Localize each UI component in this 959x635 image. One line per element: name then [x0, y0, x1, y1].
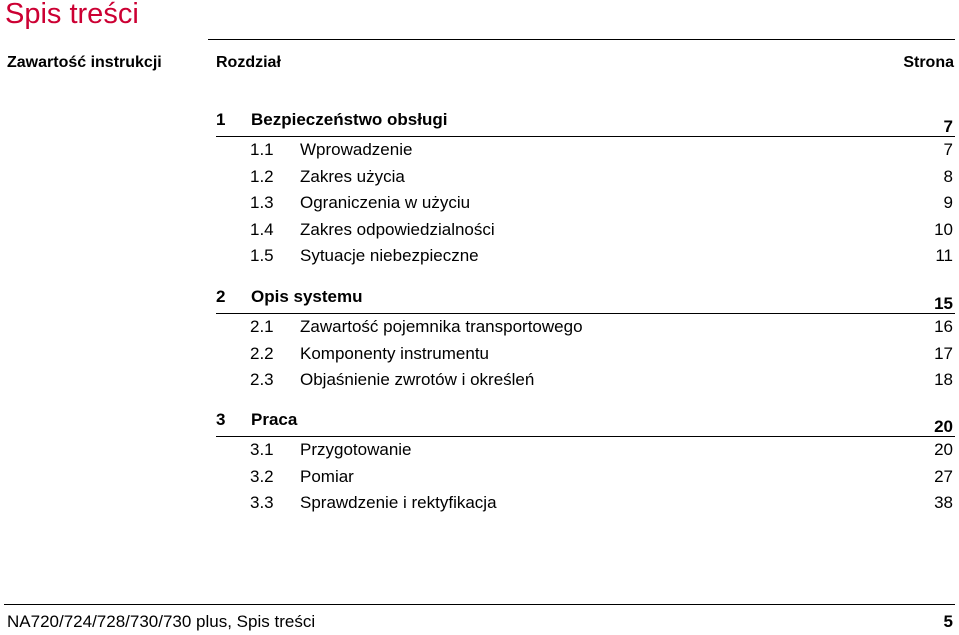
footer-text: NA720/724/728/730/730 plus, Spis treści — [7, 612, 316, 631]
section-number: 2.1 — [250, 317, 274, 336]
toc-chapter-row[interactable] — [216, 285, 955, 314]
toc-section-row[interactable] — [250, 220, 955, 242]
section-title: Zawartość pojemnika transportowego — [300, 317, 583, 336]
section-title: Wprowadzenie — [300, 140, 413, 159]
section-page: 17 — [934, 343, 953, 363]
section-page: 38 — [934, 493, 953, 512]
header-page-label: Strona — [903, 54, 954, 71]
toc-section-row[interactable] — [250, 344, 955, 366]
toc-chapter-row[interactable] — [216, 408, 955, 437]
section-page: 11 — [935, 246, 953, 265]
section-number: 1.1 — [250, 140, 274, 159]
chapter-number: 3 — [216, 410, 226, 429]
toc-section-row[interactable] — [250, 370, 955, 392]
section-title: Objaśnienie zwrotów i określeń — [300, 370, 535, 389]
section-number: 1.2 — [250, 166, 274, 186]
section-number: 3.1 — [250, 440, 274, 459]
section-number: 1.5 — [250, 246, 274, 265]
section-page: 8 — [943, 166, 953, 186]
section-page: 10 — [934, 219, 953, 239]
section-title: Sprawdzenie i rektyfikacja — [300, 493, 497, 512]
section-title: Pomiar — [300, 466, 354, 486]
section-title: Komponenty instrumentu — [300, 343, 489, 363]
section-title: Zakres odpowiedzialności — [300, 219, 495, 239]
chapter-number: 2 — [216, 287, 226, 306]
chapter-title: Praca — [251, 410, 298, 429]
chapter-page: 20 — [934, 417, 953, 436]
toc-section-row[interactable] — [250, 167, 955, 189]
section-page: 18 — [934, 370, 953, 389]
section-title: Przygotowanie — [300, 440, 412, 459]
section-page: 20 — [934, 440, 953, 459]
header-rule — [208, 39, 955, 40]
section-number: 3.3 — [250, 493, 274, 512]
chapter-page: 15 — [934, 294, 953, 313]
section-number: 2.3 — [250, 370, 274, 389]
section-number: 1.3 — [250, 193, 274, 212]
header-chapter-label: Rozdział — [216, 54, 281, 71]
toc-section-row[interactable] — [250, 140, 955, 162]
toc-section-row[interactable] — [250, 440, 955, 462]
section-page: 16 — [934, 317, 953, 336]
chapter-title: Bezpieczeństwo obsługi — [251, 110, 448, 129]
toc-section-row[interactable] — [250, 467, 955, 489]
toc-chapter-row[interactable] — [216, 108, 955, 137]
toc-section-row[interactable] — [250, 193, 955, 215]
section-page: 7 — [943, 140, 953, 159]
section-number: 3.2 — [250, 466, 274, 486]
toc-section-row[interactable] — [250, 493, 955, 515]
section-page: 27 — [934, 466, 953, 486]
section-page: 9 — [943, 193, 953, 212]
section-title: Zakres użycia — [300, 166, 405, 186]
section-title: Sytuacje niebezpieczne — [300, 246, 479, 265]
section-title: Ograniczenia w użyciu — [300, 193, 471, 212]
section-number: 2.2 — [250, 343, 274, 363]
page-title: Spis treści — [5, 0, 139, 30]
footer-rule — [4, 604, 955, 605]
section-number: 1.4 — [250, 219, 274, 239]
footer-page-number: 5 — [943, 612, 953, 631]
chapter-title: Opis systemu — [251, 287, 363, 306]
chapter-number: 1 — [216, 110, 226, 129]
chapter-page: 7 — [943, 117, 953, 136]
header-contents-label: Zawartość instrukcji — [7, 54, 162, 71]
toc-section-row[interactable] — [250, 317, 955, 339]
toc-section-row[interactable] — [250, 246, 955, 268]
